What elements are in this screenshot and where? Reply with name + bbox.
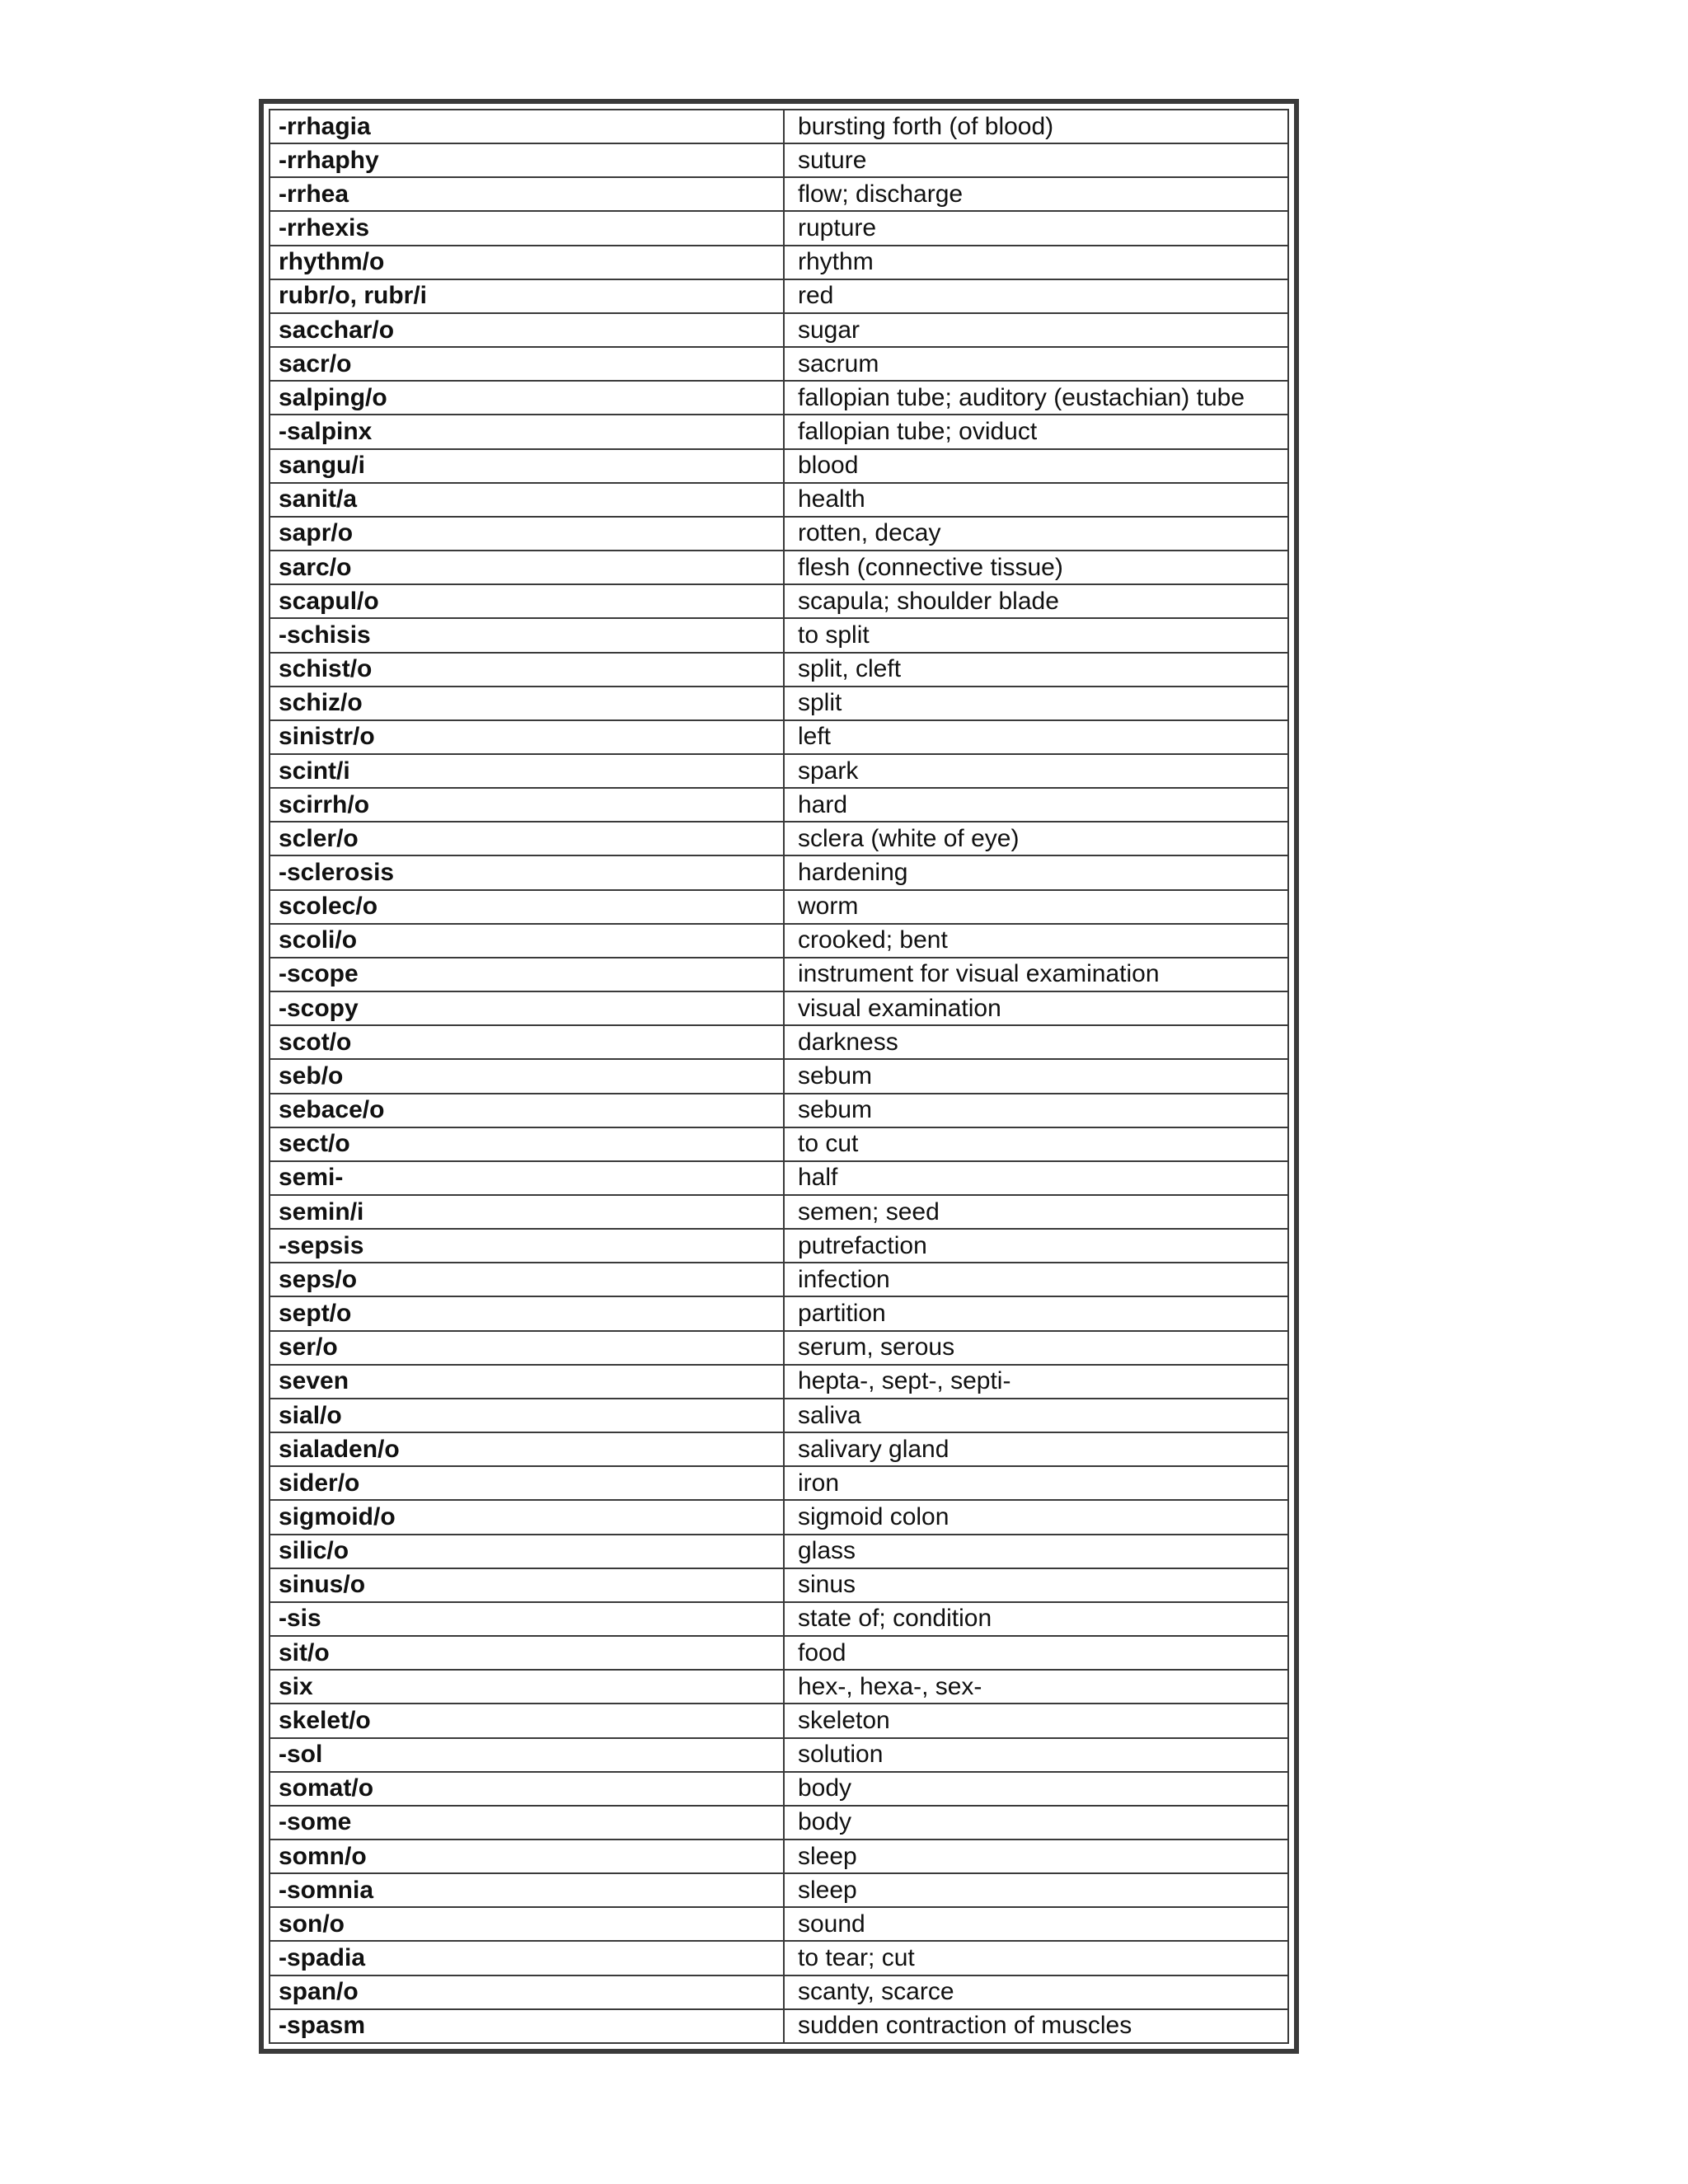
table-row — [270, 110, 1287, 144]
table-row — [270, 1739, 1287, 1773]
term-cell: sinus/o — [270, 1569, 785, 1601]
term-cell: somat/o — [270, 1773, 785, 1805]
table-row — [270, 721, 1287, 755]
meaning-cell: scanty, scarce — [798, 1978, 954, 2006]
table-row — [270, 1874, 1287, 1908]
table-row — [270, 755, 1287, 789]
table-row — [270, 1637, 1287, 1671]
term-cell: -rrhaphy — [270, 144, 785, 176]
table-row — [270, 687, 1287, 721]
meaning-cell: sinus — [798, 1571, 856, 1599]
meaning-cell: iron — [798, 1469, 840, 1497]
meaning-cell: putrefaction — [798, 1231, 927, 1259]
meaning-cell: worm — [798, 893, 859, 921]
table-row — [270, 1297, 1287, 1331]
table-row — [270, 212, 1287, 246]
term-cell: scler/o — [270, 823, 785, 855]
term-cell: scot/o — [270, 1026, 785, 1058]
table-row — [270, 1026, 1287, 1060]
table-row — [270, 2010, 1287, 2042]
meaning-cell: saliva — [798, 1401, 861, 1429]
table-row — [270, 856, 1287, 890]
term-cell: schist/o — [270, 654, 785, 686]
meaning-cell: sigmoid colon — [798, 1502, 950, 1530]
meaning-cell: sacrum — [798, 349, 879, 377]
term-cell: -rrhexis — [270, 212, 785, 244]
table-row — [270, 1433, 1287, 1467]
meaning-cell: sebum — [798, 1096, 873, 1124]
term-cell: -rrhea — [270, 178, 785, 210]
table-row — [270, 823, 1287, 856]
meaning-cell: darkness — [798, 1028, 898, 1056]
meaning-cell: health — [798, 485, 865, 513]
table-row — [270, 348, 1287, 382]
table-row — [270, 280, 1287, 314]
meaning-cell: skeleton — [798, 1706, 890, 1734]
term-cell: seps/o — [270, 1263, 785, 1296]
term-cell: sarc/o — [270, 551, 785, 583]
meaning-cell: split, cleft — [798, 655, 902, 683]
meaning-cell: scapula; shoulder blade — [798, 587, 1059, 615]
meaning-cell: crooked; bent — [798, 926, 948, 954]
meaning-cell: serum, serous — [798, 1333, 955, 1361]
table-row — [270, 891, 1287, 925]
meaning-cell: red — [798, 282, 834, 310]
meaning-cell: hex-, hexa-, sex- — [798, 1672, 982, 1700]
meaning-cell: sound — [798, 1910, 865, 1938]
table-row — [270, 518, 1287, 551]
table-row — [270, 992, 1287, 1026]
meaning-cell: sclera (white of eye) — [798, 824, 1020, 852]
term-cell: schiz/o — [270, 687, 785, 719]
term-cell: sept/o — [270, 1297, 785, 1329]
table-row — [270, 925, 1287, 958]
table-row — [270, 789, 1287, 823]
table-row — [270, 314, 1287, 348]
meaning-cell: solution — [798, 1741, 884, 1769]
meaning-cell: sleep — [798, 1876, 857, 1904]
table-row — [270, 1942, 1287, 1975]
term-cell: sigmoid/o — [270, 1501, 785, 1533]
table-row — [270, 654, 1287, 687]
term-cell: sialaden/o — [270, 1433, 785, 1465]
term-cell: sinistr/o — [270, 721, 785, 753]
meaning-cell: suture — [798, 146, 867, 174]
glossary-table — [259, 99, 1299, 2054]
term-cell: -sepsis — [270, 1230, 785, 1262]
meaning-cell: left — [798, 723, 832, 751]
meaning-cell: sleep — [798, 1842, 857, 1870]
term-cell: sect/o — [270, 1128, 785, 1160]
meaning-cell: hard — [798, 790, 848, 818]
table-row — [270, 1908, 1287, 1942]
term-cell: -scopy — [270, 992, 785, 1024]
term-cell: -schisis — [270, 619, 785, 651]
term-cell: seven — [270, 1366, 785, 1398]
term-cell: sider/o — [270, 1467, 785, 1499]
meaning-cell: sudden contraction of muscles — [798, 2012, 1132, 2040]
meaning-cell: body — [798, 1774, 852, 1802]
table-row — [270, 1230, 1287, 1263]
term-cell: son/o — [270, 1908, 785, 1940]
meaning-cell: salivary gland — [798, 1435, 950, 1463]
term-cell: -spadia — [270, 1942, 785, 1974]
term-cell: sial/o — [270, 1399, 785, 1432]
term-cell: seb/o — [270, 1060, 785, 1092]
term-cell: -rrhagia — [270, 110, 785, 143]
meaning-cell: state of; condition — [798, 1605, 992, 1633]
term-cell: scolec/o — [270, 891, 785, 923]
table-row — [270, 1399, 1287, 1433]
term-cell: scint/i — [270, 755, 785, 787]
meaning-cell: hardening — [798, 859, 908, 887]
meaning-cell: spark — [798, 757, 859, 785]
term-cell: -somnia — [270, 1874, 785, 1906]
table-row — [270, 450, 1287, 484]
table-row — [270, 1535, 1287, 1569]
term-cell: sangu/i — [270, 450, 785, 482]
term-cell: sacchar/o — [270, 314, 785, 346]
term-cell: -spasm — [270, 2010, 785, 2042]
term-cell: skelet/o — [270, 1704, 785, 1736]
table-row — [270, 1840, 1287, 1874]
table-row — [270, 415, 1287, 449]
meaning-cell: blood — [798, 452, 859, 480]
term-cell: rubr/o, rubr/i — [270, 280, 785, 312]
table-row — [270, 246, 1287, 280]
meaning-cell: sugar — [798, 316, 860, 344]
table-row — [270, 1366, 1287, 1399]
meaning-cell: to cut — [798, 1130, 859, 1158]
term-cell: scirrh/o — [270, 789, 785, 821]
term-cell: -some — [270, 1807, 785, 1839]
meaning-cell: bursting forth (of blood) — [798, 112, 1054, 140]
table-row — [270, 1162, 1287, 1196]
table-row — [270, 1603, 1287, 1637]
meaning-cell: glass — [798, 1537, 856, 1565]
meaning-cell: rhythm — [798, 248, 874, 276]
table-row — [270, 1060, 1287, 1094]
term-cell: salping/o — [270, 382, 785, 414]
table-row — [270, 1773, 1287, 1807]
meaning-cell: fallopian tube; auditory (eustachian) tube — [798, 383, 1245, 411]
meaning-cell: to split — [798, 621, 870, 649]
table-row — [270, 144, 1287, 178]
table-row — [270, 1196, 1287, 1230]
meaning-cell: infection — [798, 1265, 890, 1293]
table-row — [270, 585, 1287, 619]
meaning-cell: instrument for visual examination — [798, 960, 1160, 988]
meaning-cell: fallopian tube; oviduct — [798, 417, 1038, 445]
table-row — [270, 1704, 1287, 1738]
meaning-cell: visual examination — [798, 994, 1001, 1022]
meaning-cell: hepta-, sept-, septi- — [798, 1367, 1011, 1395]
term-cell: sapr/o — [270, 518, 785, 550]
table-row — [270, 1976, 1287, 2010]
meaning-cell: flesh (connective tissue) — [798, 553, 1063, 581]
table-row — [270, 1263, 1287, 1297]
table-row — [270, 1467, 1287, 1501]
meaning-cell: half — [798, 1164, 838, 1192]
meaning-cell: partition — [798, 1300, 886, 1328]
term-cell: scoli/o — [270, 925, 785, 957]
term-cell: -sclerosis — [270, 856, 785, 888]
table-row — [270, 178, 1287, 212]
term-cell: ser/o — [270, 1332, 785, 1364]
term-cell: sebace/o — [270, 1094, 785, 1127]
meaning-cell: semen; seed — [798, 1197, 940, 1226]
table-row — [270, 1332, 1287, 1366]
term-cell: -salpinx — [270, 415, 785, 448]
meaning-cell: rupture — [798, 214, 877, 242]
table-row — [270, 958, 1287, 992]
term-cell: sanit/a — [270, 484, 785, 516]
term-cell: rhythm/o — [270, 246, 785, 279]
meaning-cell: rotten, decay — [798, 519, 941, 547]
meaning-cell: sebum — [798, 1062, 873, 1090]
term-cell: sit/o — [270, 1637, 785, 1669]
term-cell: span/o — [270, 1976, 785, 2008]
table-row — [270, 619, 1287, 653]
table-row — [270, 1501, 1287, 1535]
table-row — [270, 1807, 1287, 1840]
term-cell: six — [270, 1671, 785, 1703]
term-cell: sacr/o — [270, 348, 785, 380]
table-row — [270, 1671, 1287, 1704]
meaning-cell: to tear; cut — [798, 1944, 915, 1972]
term-cell: silic/o — [270, 1535, 785, 1568]
table-row — [270, 382, 1287, 415]
table-row — [270, 1128, 1287, 1162]
glossary-table-body — [269, 109, 1289, 2044]
meaning-cell: split — [798, 689, 842, 717]
meaning-cell: food — [798, 1638, 846, 1666]
term-cell: -sis — [270, 1603, 785, 1635]
term-cell: -scope — [270, 958, 785, 991]
term-cell: -sol — [270, 1739, 785, 1771]
meaning-cell: flow; discharge — [798, 180, 964, 208]
term-cell: semi- — [270, 1162, 785, 1194]
table-row — [270, 484, 1287, 518]
term-cell: semin/i — [270, 1196, 785, 1228]
term-cell: somn/o — [270, 1840, 785, 1872]
table-row — [270, 551, 1287, 585]
term-cell: scapul/o — [270, 585, 785, 617]
table-row — [270, 1569, 1287, 1603]
meaning-cell: body — [798, 1808, 852, 1836]
table-row — [270, 1094, 1287, 1128]
